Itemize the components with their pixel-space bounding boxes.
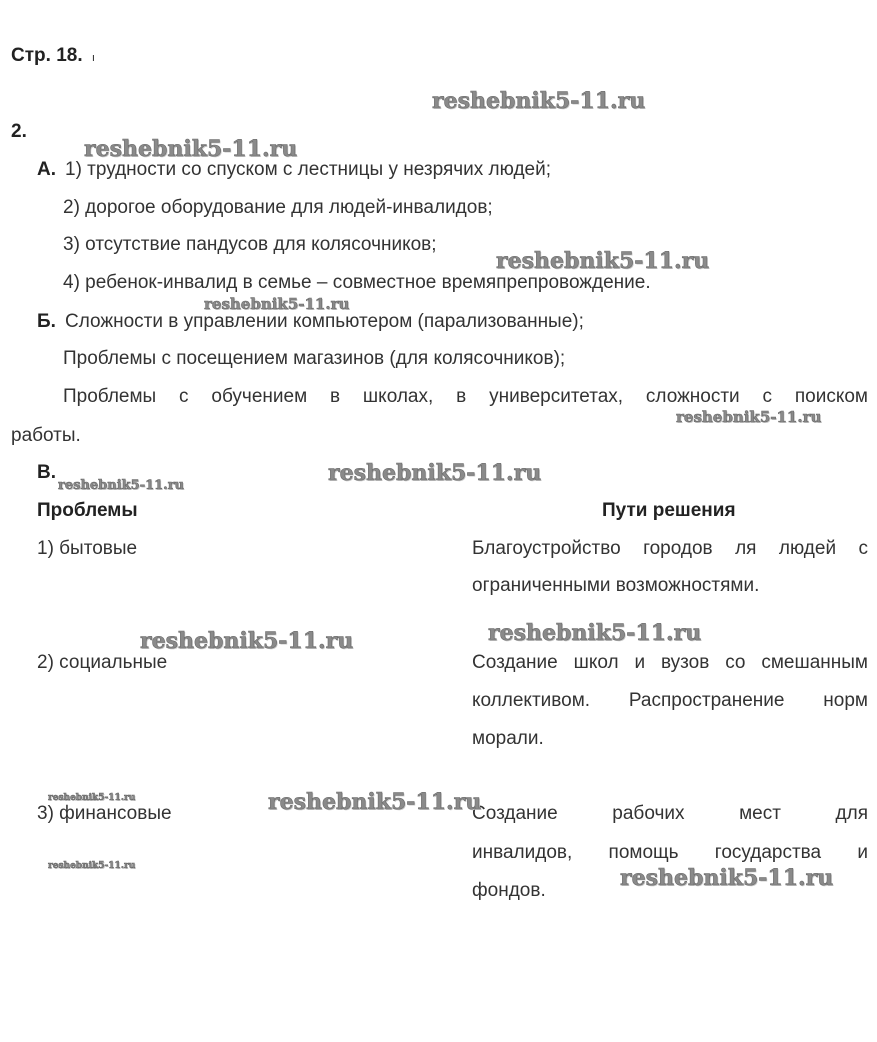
solution-line: морали.	[472, 728, 544, 749]
solution-line: Благоустройство городов ля людей с	[472, 538, 868, 559]
section-b-item: Сложности в управлении компьютером (парализованные);	[65, 311, 584, 332]
section-a-item: 2) дорогое оборудование для людей-инвалидов;	[63, 197, 493, 218]
watermark: reshebnik5-11.ru	[140, 628, 354, 654]
problem-item: 1) бытовые	[37, 538, 138, 559]
solution-line: ограниченными возможностями.	[472, 575, 760, 596]
task-number: 2.	[11, 121, 27, 142]
watermark: reshebnik5-11.ru	[48, 793, 136, 803]
stray-mark: ı	[91, 52, 95, 64]
watermark: reshebnik5-11.ru	[676, 408, 822, 426]
watermark: reshebnik5-11.ru	[328, 460, 542, 486]
section-a-item: 4) ребенок-инвалид в семье – совместное времяпрепровождение.	[63, 272, 651, 293]
watermark: reshebnik5-11.ru	[488, 620, 702, 646]
section-a-letter: А.	[37, 159, 56, 180]
problem-item: 2) социальные	[37, 652, 168, 673]
solution-line: инвалидов, помощь государства и	[472, 842, 868, 863]
column-header-solutions: Пути решения	[602, 500, 736, 521]
watermark: reshebnik5-11.ru	[496, 248, 710, 274]
section-a-item: 3) отсутствие пандусов для колясочников;	[63, 234, 437, 255]
solution-line: Создание школ и вузов со смешанным	[472, 652, 868, 673]
solution-line: Создание рабочих мест для	[472, 803, 868, 824]
solution-line: фондов.	[472, 880, 546, 901]
section-b-item: работы.	[11, 425, 81, 446]
page-label: Стр. 18. ı	[11, 45, 95, 66]
section-b-letter: Б.	[37, 311, 56, 332]
section-b-item: Проблемы с посещением магазинов (для колясочников);	[63, 348, 566, 369]
section-b-item: Проблемы с обучением в школах, в университетах, сложности с поиском	[63, 386, 868, 407]
problem-item: 3) финансовые	[37, 803, 172, 824]
watermark: reshebnik5-11.ru	[204, 295, 350, 313]
section-a-item: 1) трудности со спуском с лестницы у незрячих людей;	[65, 159, 551, 180]
watermark: reshebnik5-11.ru	[58, 478, 185, 493]
section-v-letter: В.	[37, 462, 56, 483]
column-header-problems: Проблемы	[37, 500, 138, 521]
watermark: reshebnik5-11.ru	[432, 88, 646, 114]
watermark: reshebnik5-11.ru	[268, 789, 482, 815]
watermark: reshebnik5-11.ru	[84, 136, 298, 162]
solution-line: коллективом. Распространение норм	[472, 690, 868, 711]
watermark: reshebnik5-11.ru	[48, 861, 136, 871]
watermark: reshebnik5-11.ru	[620, 865, 834, 891]
